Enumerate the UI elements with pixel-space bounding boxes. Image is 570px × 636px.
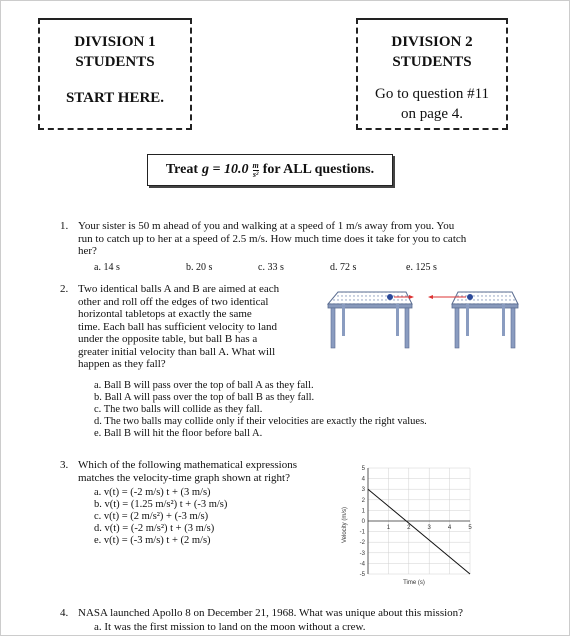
y-tick-label: 1 — [361, 508, 365, 515]
choice-c[interactable]: c. The two balls will collide as they fall. — [94, 404, 263, 415]
y-tick-label: -5 — [359, 572, 365, 578]
division2-instruction: Go to question #11 — [374, 86, 490, 102]
choice-e[interactable]: e. Ball B will hit the floor before ball A. — [94, 428, 263, 439]
y-tick-label: -3 — [359, 550, 365, 557]
question-text — [78, 283, 279, 371]
question-line: matches the velocity-time graph shown at right? — [78, 471, 290, 484]
choice-b[interactable]: b. 20 s — [186, 262, 213, 273]
velocity-time-graph — [338, 462, 478, 588]
choice-a[interactable]: a. Ball B will pass over the top of ball A as they fall. — [94, 380, 314, 391]
question-line: other and roll off the edges of two identical — [78, 295, 269, 308]
choice-a[interactable]: a. v(t) = (-2 m/s) t + (3 m/s) — [94, 487, 211, 498]
choice-d[interactable]: d. 72 s — [330, 262, 357, 273]
division2-subtitle: STUDENTS — [392, 54, 472, 70]
choice-a[interactable]: a. 14 s — [94, 262, 120, 273]
question-3-choices — [94, 487, 227, 547]
gravity-unit-den: s² — [252, 169, 259, 179]
division1-title: DIVISION 1 — [74, 34, 156, 50]
x-tick-label: 4 — [447, 525, 452, 531]
gravity-unit-num: m — [252, 160, 259, 170]
y-tick-label: -1 — [359, 529, 365, 536]
tables-figure — [324, 286, 539, 352]
gravity-note-suffix: for ALL questions. — [262, 162, 375, 177]
question-line: Which of the following mathematical expressions — [78, 459, 298, 471]
question-line: horizontal tabletops at exactly the same — [78, 308, 252, 320]
question-text — [78, 220, 466, 258]
question-number: 2. — [60, 283, 69, 295]
question-line: run to catch up to her at a speed of 2.5 m/s. How much time does it take for you to catch — [78, 232, 467, 245]
y-tick-label: 0 — [361, 519, 365, 525]
question-line: happen as they fall? — [78, 358, 166, 370]
choice-e[interactable]: e. v(t) = (-3 m/s) t + (2 m/s) — [94, 535, 211, 546]
choice-c[interactable]: c. 33 s — [258, 262, 284, 273]
question-line: Your sister is 50 m ahead of you and walking at a speed of 1 m/s away from you. You — [78, 220, 455, 232]
division2-box — [356, 18, 508, 130]
gravity-unit — [253, 162, 259, 179]
division1-instruction: START HERE. — [65, 90, 165, 106]
x-tick-label: 5 — [468, 525, 472, 531]
question-line: her? — [78, 245, 97, 257]
question-text: NASA launched Apollo 8 on December 21, 1968. What was unique about this mission? — [78, 607, 464, 619]
y-axis-label: Velocity (m/s) — [342, 506, 348, 544]
question-number: 1. — [60, 220, 69, 232]
question-1-choices — [94, 262, 494, 274]
choice-d[interactable]: d. v(t) = (-2 m/s²) t + (3 m/s) — [94, 523, 215, 534]
question-4-choices — [94, 621, 366, 633]
y-tick-label: 2 — [361, 497, 365, 504]
choice-c[interactable]: c. v(t) = (2 m/s²) + (-3 m/s) — [94, 511, 209, 522]
division1-subtitle: STUDENTS — [75, 54, 155, 70]
y-tick-label: 3 — [361, 487, 365, 494]
y-tick-label: 4 — [361, 476, 365, 483]
x-tick-label: 2 — [407, 525, 411, 531]
graph-axes — [368, 468, 470, 574]
x-tick-label: 3 — [427, 525, 431, 531]
question-number: 4. — [60, 607, 69, 619]
ball-b — [467, 294, 473, 300]
gravity-note-expr: g = 10.0 — [202, 162, 249, 177]
question-line: time. Each ball has sufficient velocity to land — [78, 320, 277, 333]
question-line: under the opposite table, but ball B has a — [78, 333, 258, 345]
choice-a[interactable]: a. It was the first mission to land on the moon without a crew. — [94, 621, 366, 633]
right-table — [452, 292, 518, 348]
left-table — [328, 292, 412, 348]
graph-ticks — [360, 466, 473, 578]
question-2-choices — [94, 380, 427, 440]
gravity-note — [147, 154, 393, 186]
choice-b[interactable]: b. v(t) = (1.25 m/s²) t + (-3 m/s) — [94, 499, 228, 510]
x-axis-label: Time (s) — [403, 580, 425, 586]
arrowhead-b — [428, 295, 433, 299]
y-tick-label: -4 — [359, 561, 365, 568]
ball-a — [387, 294, 393, 300]
division2-title: DIVISION 2 — [391, 34, 473, 50]
division1-box — [38, 18, 192, 130]
question-number: 3. — [60, 459, 69, 471]
question-line: greater initial velocity than ball A. What will — [78, 345, 276, 358]
y-tick-label: 5 — [361, 466, 365, 472]
choice-e[interactable]: e. 125 s — [406, 262, 437, 273]
choice-b[interactable]: b. Ball A will pass over the top of ball B as they fall. — [94, 392, 315, 403]
arrowhead-a — [409, 295, 414, 299]
y-tick-label: -2 — [359, 540, 365, 547]
gravity-note-prefix: Treat — [165, 162, 199, 177]
choice-d[interactable]: d. The two balls may collide only if their velocities are exactly the right values. — [94, 416, 427, 427]
division2-page-ref: on page 4. — [400, 106, 464, 122]
question-line: Two identical balls A and B are aimed at each — [78, 283, 280, 295]
question-text — [78, 459, 297, 484]
x-tick-label: 1 — [386, 525, 391, 531]
